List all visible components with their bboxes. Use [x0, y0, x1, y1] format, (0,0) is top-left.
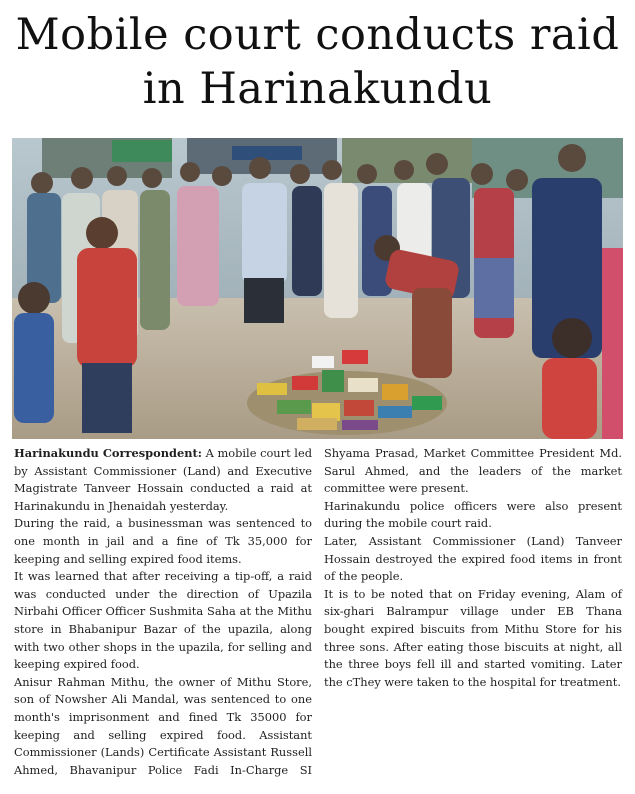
paragraph: Harinakundu police officers were also present during the mobile court raid. [324, 498, 622, 531]
news-photo [12, 138, 623, 439]
paragraph [14, 445, 312, 515]
headline-line-2: in Harinakundu [142, 64, 493, 114]
paragraph: During the raid, a businessman was sentenced to one month in jail and a fine of Tk 35,000 for keeping and selling expired food items. [14, 516, 312, 566]
dateline: Harinakundu Correspondent: [14, 446, 202, 460]
paragraph: Anisur Rahman Mithu, the owner of Mithu Store, son of Nowsher Ali Mandal, was sentenced to one month's imprisonment and fined Tk 35000 for keeping and selling expired food. Assistant Commissioner (Lands) Certificate Assistant Russell Ahmed, Bhavanipur Police Fadi In-Charge SI Shyama Prasad, Market Committee President Md. Sarul Ahmed, and the leaders of the market committee were present. [14, 446, 622, 777]
paragraph: It was learned that after receiving a tip-off, a raid was conducted under the direction of Upazila Nirbahi Officer Officer Sushmita Saha at the Mithu store in Bhabanipur Bazar of the upazila, along with two other shops in the upazila, for selling and keeping expired food. [14, 569, 312, 672]
paragraph-text: A mobile court led by Assistant Commissioner (Land) and Executive Magistrate Tanveer Hossain conducted a raid at Harinakundu in Jhenaidah yesterday. [14, 446, 312, 513]
headline-line-1: Mobile court conducts raid [15, 10, 620, 60]
paragraph: Later, Assistant Commissioner (Land) Tanveer Hossain destroyed the expired food items in front of the people. [324, 533, 622, 584]
headline [0, 8, 635, 116]
article-body [14, 445, 622, 790]
paragraph: It is to be noted that on Friday evening, Alam of six-ghari Balrampur village under EB Thana bought expired biscuits from Mithu Store for his three sons. After eating those biscuits at night, all the three boys fell ill and started vomiting. Later the cThey were taken to the hospital for treatment. [324, 586, 622, 689]
